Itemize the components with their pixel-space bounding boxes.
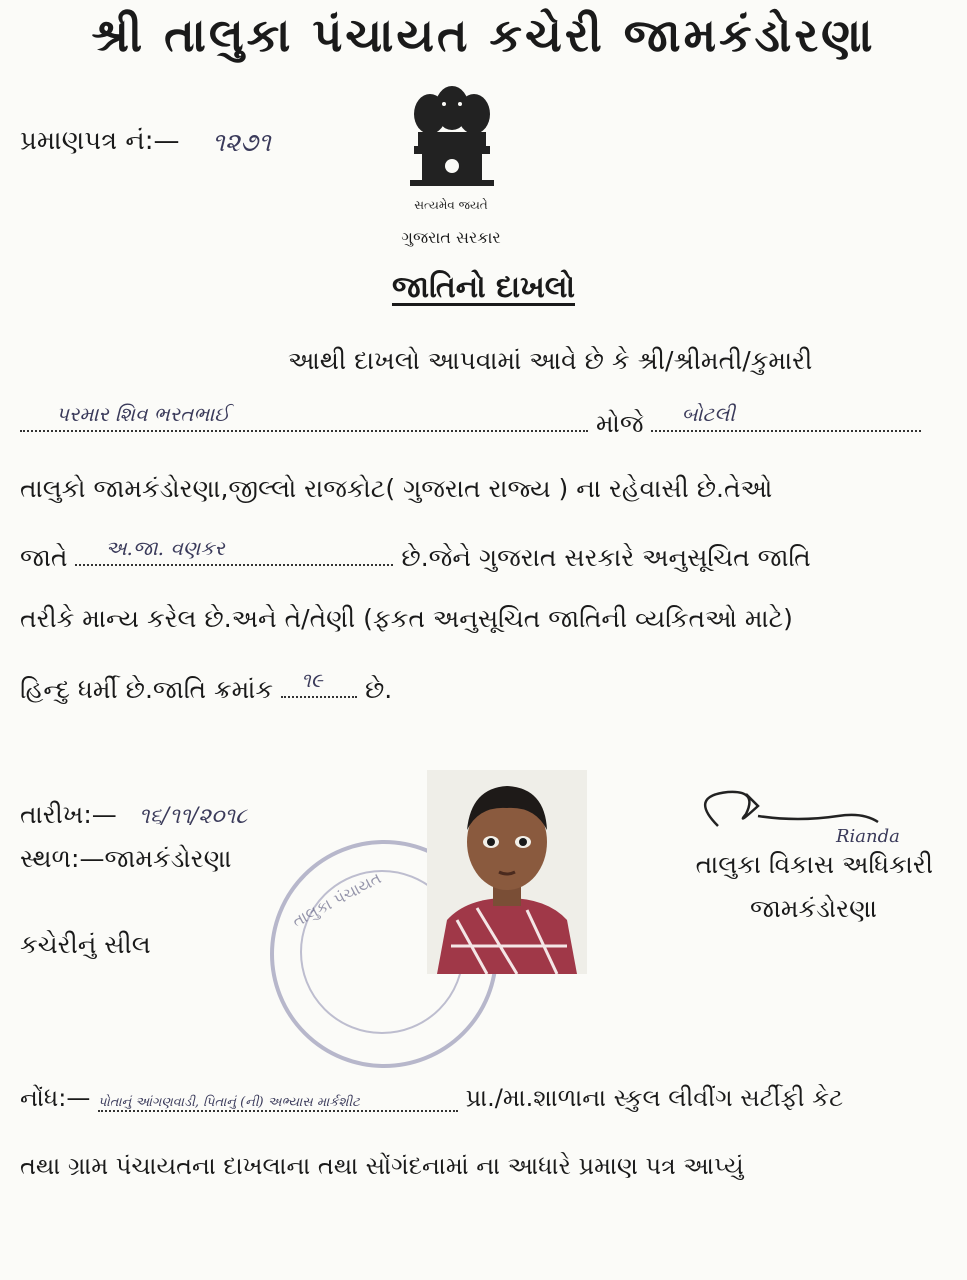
caste-line xyxy=(20,538,811,573)
place-line: સ્થળ:—જામકંડોરણા xyxy=(20,844,232,873)
person-name-field: પરમાર શિવ ભરતભાઈ xyxy=(20,404,588,432)
caste-line-rest: છે.જેને ગુજરાત સરકારે અનુસૂચિત જાતિ xyxy=(401,543,811,572)
officer-place: જામકંડોરણા xyxy=(749,894,877,923)
date-line xyxy=(20,800,247,830)
certificate-number-label: પ્રમાણપત્ર નં:— xyxy=(20,126,180,156)
caste-label: જાતે xyxy=(20,543,68,572)
recognition-line: તરીકે માન્ય કરેલ છે.અને તે/તેણી (ફકત અનુસૂચિત જાતિની વ્યકિતઓ માટે) xyxy=(20,604,793,633)
religion-suffix: છે. xyxy=(364,675,393,704)
note-line-1-rest: પ્રા./મા.શાળાના સ્કુલ લીવીંગ સર્ટીફી કેટ xyxy=(465,1084,844,1112)
officer-title: તાલુકા વિકાસ અધિકારી xyxy=(695,850,933,879)
child-portrait-icon xyxy=(427,770,587,974)
note-line-1 xyxy=(20,1084,843,1112)
note-handwritten: પોતાનું આંગણવાડી, પિતાનું (ની) અભ્યાસ માર્કશીટ xyxy=(98,1095,458,1112)
seal-text: તાલુકા પંચાયત xyxy=(289,868,385,931)
date-label: તારીખ:— xyxy=(20,800,117,829)
ashoka-emblem-icon xyxy=(392,84,512,196)
emblem-motto: સત્યમેવ જયતે xyxy=(414,198,488,212)
religion-line xyxy=(20,670,392,705)
note-line-2: તથા ગ્રામ પંચાયતના દાખલાના તથા સોંગંદનામાં ના આધારે પ્રમાણ પત્ર આપ્યું xyxy=(20,1152,744,1180)
office-title: શ્રી તાલુકા પંચાયત કચેરી જામકંડોરણા xyxy=(91,8,876,62)
note-label: નોંધ:— xyxy=(20,1084,91,1112)
caste-field: અ.જા. વણકર xyxy=(75,538,393,566)
village-field: બોટલી xyxy=(651,404,921,432)
emblem-government: ગુજરાત સરકાર xyxy=(401,228,501,247)
religion-prefix: હિન્દુ ધર્મી છે.જાતિ ક્રમાંક xyxy=(20,675,274,704)
seal-label: કચેરીનું સીલ xyxy=(20,930,151,959)
intro-line: આથી દાખલો આપવામાં આવે છે કે શ્રી/શ્રીમતી/કુમારી xyxy=(288,346,813,375)
date-value: ૧૬/૧૧/૨૦૧૮ xyxy=(138,804,248,829)
document-heading: જાતિનો દાખલો xyxy=(391,270,575,305)
village-label: મોજે xyxy=(595,409,644,438)
applicant-photo xyxy=(427,770,587,974)
caste-serial-field: ૧૯ xyxy=(281,670,357,698)
name-line xyxy=(20,404,921,439)
officer-signature-name: Rianda xyxy=(836,826,900,847)
residence-line: તાલુકો જામકંડોરણા,જીલ્લો રાજકોટ( ગુજરાત રાજ્ય ) ના રહેવાસી છે.તેઓ xyxy=(20,474,773,503)
certificate-number-value: ૧૨૭૧ xyxy=(212,128,271,158)
